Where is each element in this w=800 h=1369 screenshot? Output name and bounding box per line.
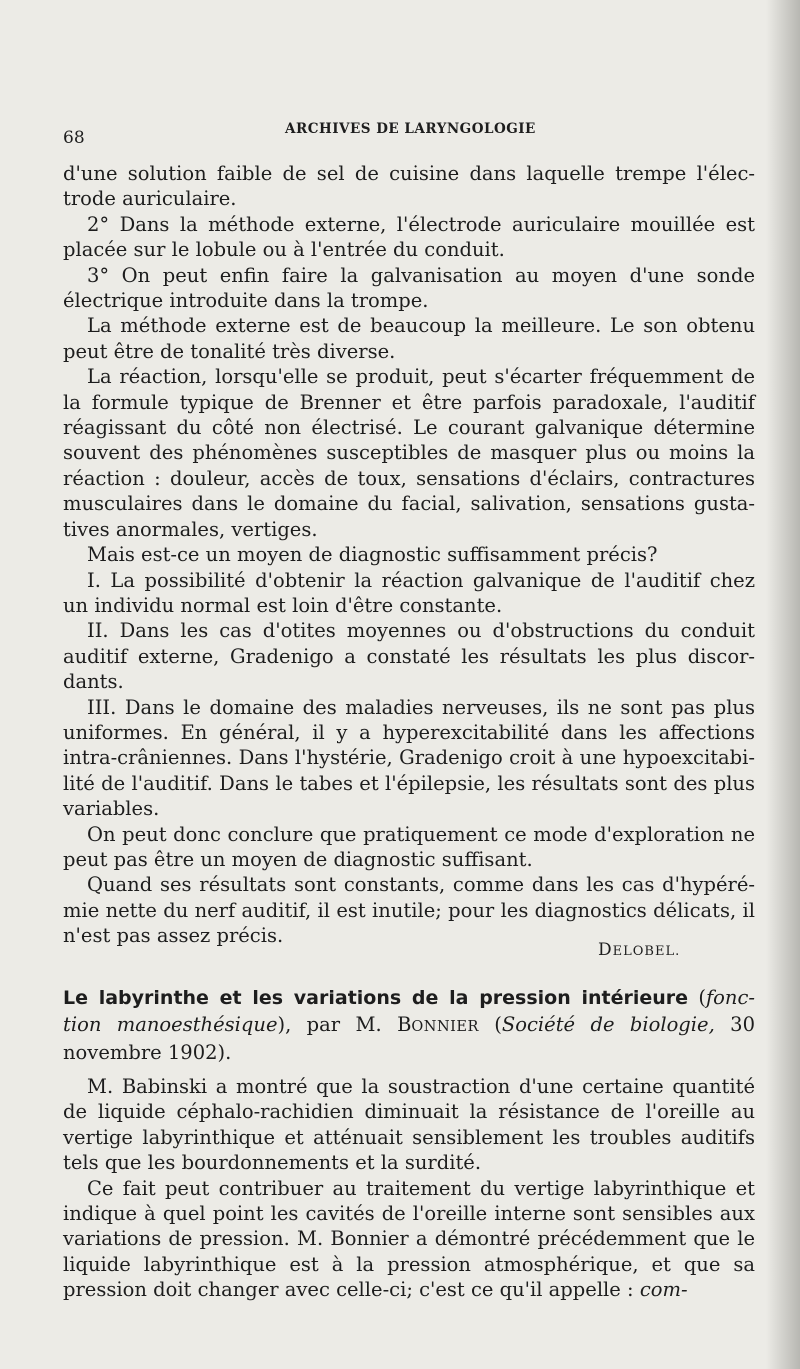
paragraph: d'une solution faible de sel de cuisine dans laquelle trempe l'élec-trode auriculaire.	[63, 162, 755, 211]
paragraph	[63, 1176, 755, 1303]
signature-rest: ELOBEL.	[612, 944, 681, 959]
paragraph-text: Ce fait peut contribuer au traitement du vertige labyrinthique et indique à quel point les cavités de l'oreille interne sont sensibles aux variations de pression. M. Bonnier a démontré précédemment que le liquide labyrinthique est à la pression atmosphérique, et que sa pression doit changer avec celle-ci; c'est ce qu'il appelle :	[63, 1176, 755, 1302]
article-subtitle: fonc-tion manoesthésique	[63, 986, 755, 1036]
paragraph: On peut donc conclure que pratiquement ce mode d'exploration ne peut pas être un moyen de diagnostic suffisant.	[63, 822, 755, 871]
paragraph: III. Dans le domaine des maladies nerveuses, ils ne sont pas plus uniformes. En général, il y a hyperexcitabilité dans les affections intra-crâniennes. Dans l'hystérie, Gradenigo croit à une hypoexcitabi-lité de l'auditif. Dans le tabes et l'épilepsie, les résultats sont des plus variables.	[63, 695, 755, 821]
author-rest: ONNIER	[411, 1018, 479, 1035]
running-head	[63, 118, 753, 146]
paragraph: Mais est-ce un moyen de diagnostic suffisamment précis?	[87, 543, 658, 567]
body-text-section-1	[63, 161, 755, 949]
page-number: 68	[63, 128, 85, 148]
author-initial: B	[397, 1012, 412, 1036]
paragraph: II. Dans les cas d'otites moyennes ou d'obstructions du conduit auditif externe, Gradenigo a constaté les résultats les plus discor-dants.	[63, 619, 755, 694]
source-open: (	[494, 1012, 502, 1036]
subtitle-open: (	[698, 986, 706, 1009]
paragraph: I. La possibilité d'obtenir la réaction galvanique de l'auditif chez un individu normal est loin d'être constante.	[63, 568, 755, 617]
paragraph: M. Babinski a montré que la soustraction d'une certaine quantité de liquide céphalo-rachidien diminuait la résistance de l'oreille au vertige labyrinthique et atténuait sensiblement les troubles auditifs tels que les bourdonnements et la surdité.	[63, 1075, 755, 1175]
body-text-section-2	[63, 1074, 755, 1303]
article-date: 30 novembre 1902).	[63, 1012, 755, 1064]
paragraph: 2° Dans la méthode externe, l'électrode auriculaire mouillée est placée sur le lobule ou à l'entrée du conduit.	[63, 212, 755, 262]
article-title: Le labyrinthe et les variations de la pression intérieure	[63, 987, 689, 1009]
author-signature	[598, 940, 680, 960]
paragraph: Quand ses résultats sont constants, comme dans les cas d'hypéré-mie nette du nerf auditif, il est inutile; pour les diagnostics délicats, il n'est pas assez précis.	[63, 873, 755, 948]
paragraph: La réaction, lorsqu'elle se produit, peut s'écarter fréquemment de la formule typique de Brenner et être parfois paradoxale, l'auditif réagissant du côté non électrisé. Le courant galvanique détermine souvent des phénomènes susceptibles de masquer plus ou moins la réaction : douleur, accès de toux, sensations d'éclairs, contractures musculaires dans le domaine du facial, salivation, sensations gusta-tives anormales, vertiges.	[63, 365, 755, 541]
article-heading	[63, 985, 755, 1066]
paragraph-continuation: com-	[639, 1278, 688, 1302]
paragraph: La méthode externe est de beaucoup la meilleure. Le son obtenu peut être de tonalité très diverse.	[63, 314, 755, 363]
article-source: Société de biologie,	[501, 1012, 715, 1036]
subtitle-close: ), par M.	[277, 1012, 382, 1036]
journal-title: ARCHIVES DE LARYNGOLOGIE	[285, 121, 536, 137]
signature-initial: D	[598, 940, 613, 960]
page-edge-shadow	[766, 0, 800, 1369]
paragraph: 3° On peut enfin faire la galvanisation au moyen d'une sonde électrique introduite dans la trompe.	[63, 263, 755, 313]
